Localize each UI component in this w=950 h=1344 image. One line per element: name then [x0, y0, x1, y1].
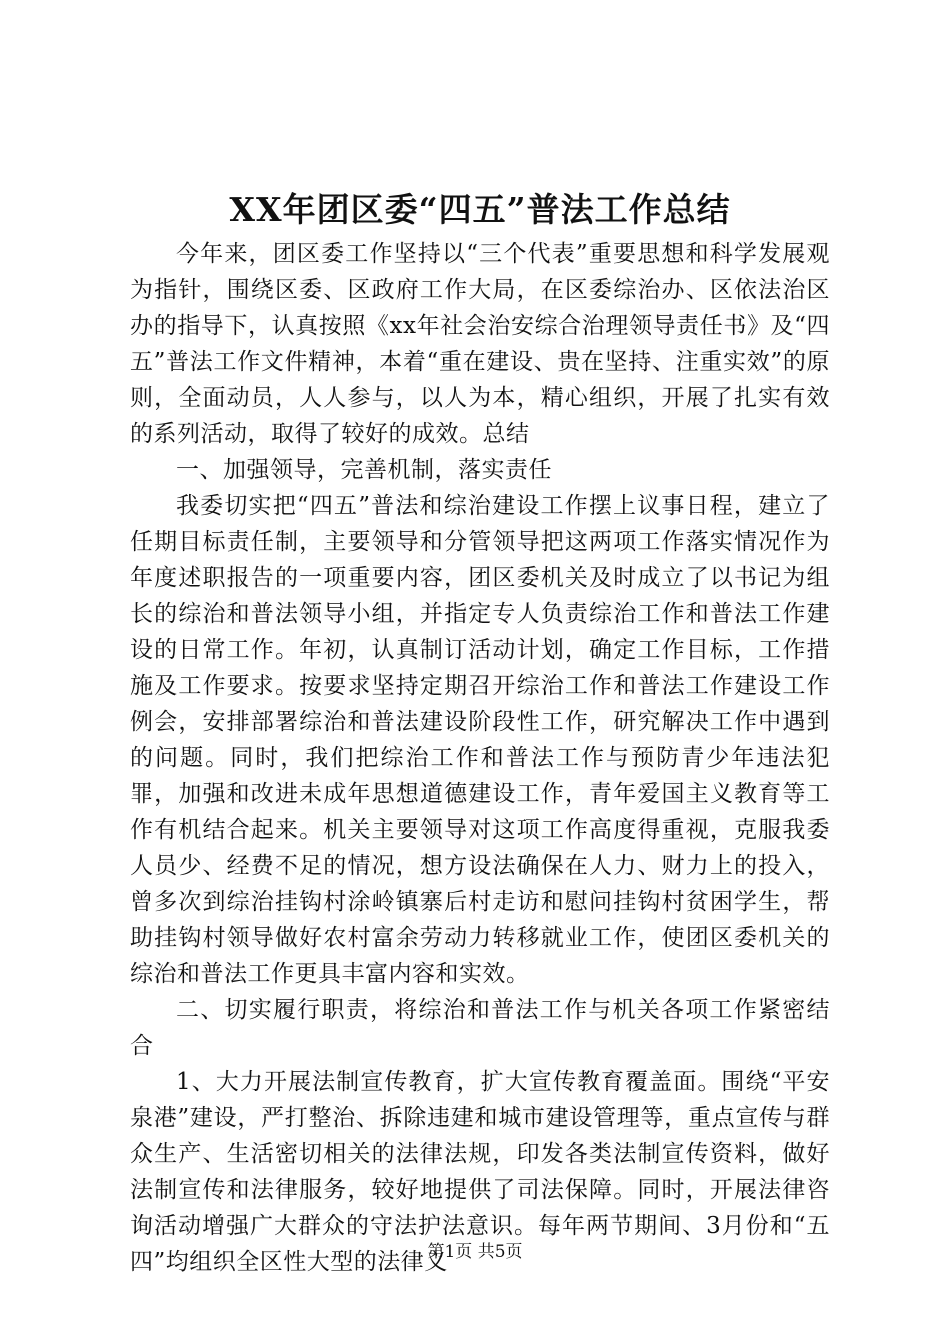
section-heading-2: 二、切实履行职责，将综治和普法工作与机关各项工作紧密结合 — [130, 997, 830, 1059]
section-heading-1: 一、加强领导，完善机制，落实责任 — [176, 457, 552, 483]
page-number-footer: 第1页 共5页 — [427, 1242, 523, 1262]
document-title: XX年团区委“四五”普法工作总结 — [229, 190, 731, 229]
paragraph-item-1: 1、大力开展法制宣传教育，扩大宣传教育覆盖面。围绕“平安泉港”建设，严打整治、拆除违建和城市建设管理等，重点宣传与群众生产、生活密切相关的法律法规，印发各类法制宣传资料，做好法制宣传和法律服务，较好地提供了司法保障。同时，开展法律咨询活动增强广大群众的守法护法意识。每年两节期间、3月份和“五四”均组织全区性大型的法律义 — [130, 1069, 830, 1275]
paragraph-intro: 今年来，团区委工作坚持以“三个代表”重要思想和科学发展观为指针，围绕区委、区政府工作大局，在区委综治办、区依法治区办的指导下，认真按照《xx年社会治安综合治理领导责任书》及“四五”普法工作文件精神，本着“重在建设、贵在坚持、注重实效”的原则，全面动员，人人参与，以人为本，精心组织，开展了扎实有效的系列活动，取得了较好的成效。总结 — [130, 241, 830, 447]
document-body — [130, 236, 830, 1280]
paragraph-section-1: 我委切实把“四五”普法和综治建设工作摆上议事日程，建立了任期目标责任制，主要领导和分管领导把这两项工作落实情况作为年度述职报告的一项重要内容，团区委机关及时成立了以书记为组长的综治和普法领导小组，并指定专人负责综治工作和普法工作建设的日常工作。年初，认真制订活动计划，确定工作目标，工作措施及工作要求。按要求坚持定期召开综治工作和普法工作建设工作例会，安排部署综治和普法建设阶段性工作，研究解决工作中遇到的问题。同时，我们把综治工作和普法工作与预防青少年违法犯罪，加强和改进未成年思想道德建设工作，青年爱国主义教育等工作有机结合起来。机关主要领导对这项工作高度得重视，克服我委人员少、经费不足的情况，想方设法确保在人力、财力上的投入，曾多次到综治挂钩村涂岭镇寨后村走访和慰问挂钩村贫困学生，帮助挂钩村领导做好农村富余劳动力转移就业工作，使团区委机关的综治和普法工作更具丰富内容和实效。 — [130, 493, 830, 987]
